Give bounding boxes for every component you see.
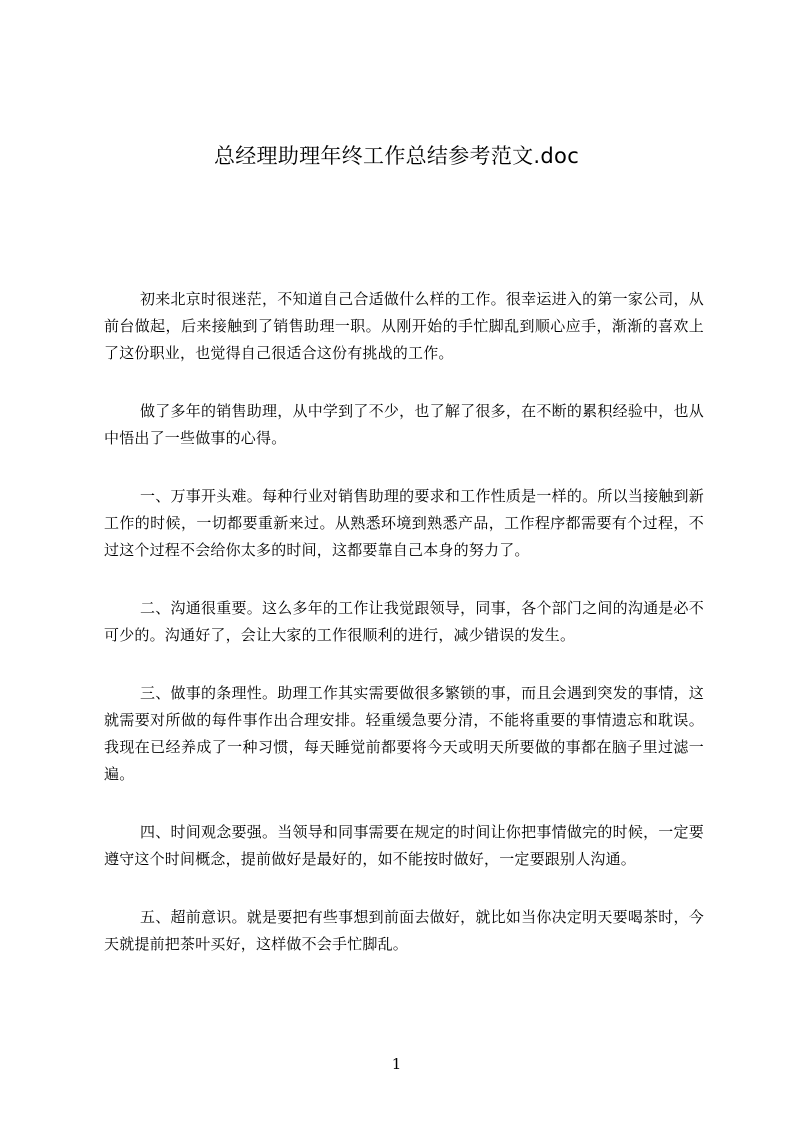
document-title: 总经理助理年终工作总结参考范文.doc — [213, 144, 580, 168]
document-body — [104, 286, 704, 989]
paragraph-point-5: 五、超前意识。就是要把有些事想到前面去做好，就比如当你决定明天要喝茶时，今天就提前把茶叶买好，这样做不会手忙脚乱。 — [104, 908, 704, 953]
paragraph-intro: 初来北京时很迷茫，不知道自己合适做什么样的工作。很幸运进入的第一家公司，从前台做起，后来接触到了销售助理一职。从刚开始的手忙脚乱到顺心应手，渐渐的喜欢上了这份职业，也觉得自己很适合这份有挑战的工作。 — [104, 290, 704, 362]
page-number: 1 — [391, 1055, 402, 1073]
paragraph-point-4: 四、时间观念要强。当领导和同事需要在规定的时间让你把事情做完的时候，一定要遵守这个时间概念，提前做好是最好的，如不能按时做好，一定要跟别人沟通。 — [104, 823, 704, 868]
paragraph-point-1: 一、万事开头难。每种行业对销售助理的要求和工作性质是一样的。所以当接触到新工作的时候，一切都要重新来过。从熟悉环境到熟悉产品，工作程序都需要有个过程，不过这个过程不会给你太多的时间，这都要靠自己本身的努力了。 — [104, 487, 704, 559]
paragraph-experience: 做了多年的销售助理，从中学到了不少，也了解了很多，在不断的累积经验中，也从中悟出了一些做事的心得。 — [104, 402, 704, 447]
paragraph-point-2: 二、沟通很重要。这么多年的工作让我觉跟领导，同事，各个部门之间的沟通是必不可少的。沟通好了，会让大家的工作很顺利的进行，减少错误的发生。 — [104, 599, 704, 644]
paragraph-point-3: 三、做事的条理性。助理工作其实需要做很多繁锁的事，而且会遇到突发的事情，这就需要对所做的每件事作出合理安排。轻重缓急要分清，不能将重要的事情遗忘和耽误。我现在已经养成了一种习惯，每天睡觉前都要将今天或明天所要做的事都在脑子里过滤一遍。 — [104, 684, 704, 783]
